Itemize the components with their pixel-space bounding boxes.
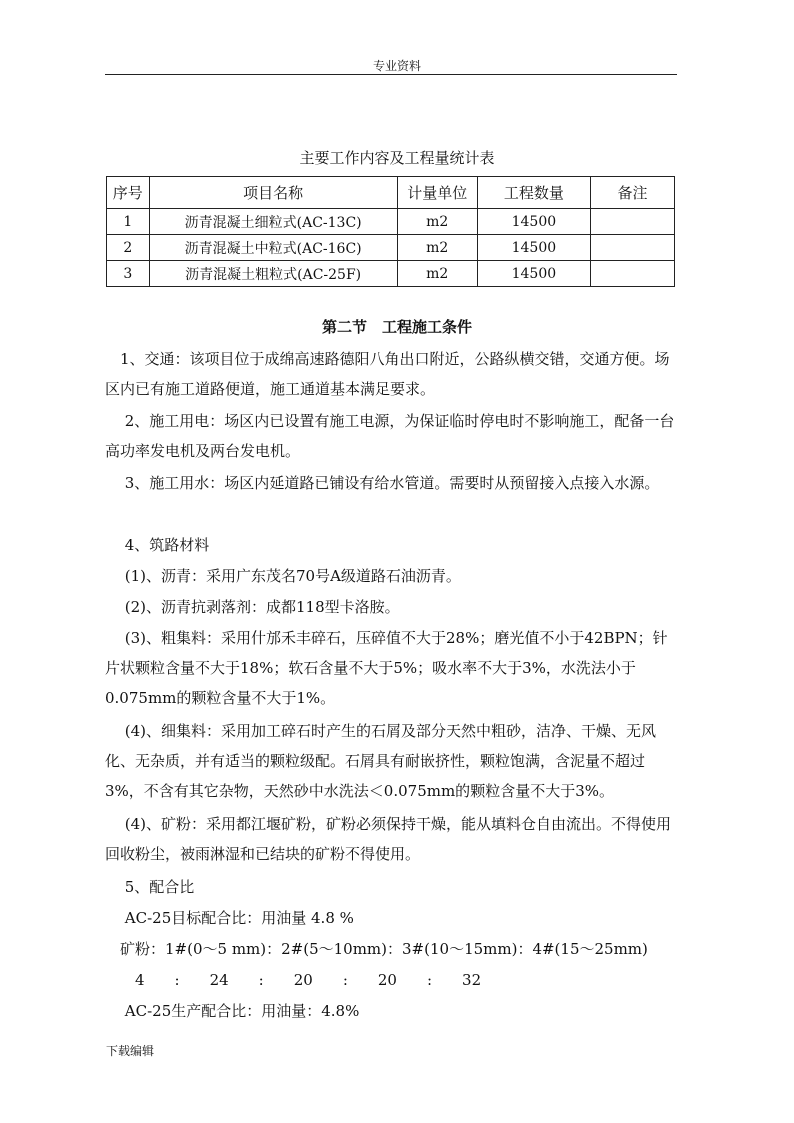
paragraph-power: 2、施工用电：场区内已设置有施工电源，为保证临时停电时不影响施工，配备一台高功率发电机及两台发电机。 (105, 412, 675, 460)
page-header: 专业资料 (372, 59, 421, 73)
paragraph-traffic: 1、交通：该项目位于成绵高速路德阳八角出口附近，公路纵横交错，交通方便。场区内已有施工道路便道，施工通道基本满足要求。 (105, 350, 670, 398)
cell-unit: m2 (397, 261, 477, 287)
cell-qty: 14500 (477, 235, 590, 261)
paragraph-asphalt: (1)、沥青：采用广东茂名70号A级道路石油沥青。 (105, 567, 461, 585)
cell-seq: 2 (107, 235, 150, 261)
header-divider (105, 74, 677, 75)
paragraph-fine-aggregate: (4)、细集料：采用加工碎石时产生的石屑及部分天然中粗砂，洁净、干燥、无风化、无杂质，并有适当的颗粒级配。石屑具有耐嵌挤性，颗粒饱满，含泥量不超过3%，不含有其它杂物，天然砂中水洗法＜0.075mm的颗粒含量不大于3%。 (105, 722, 657, 800)
cell-unit: m2 (397, 209, 477, 235)
page-footer: 下载编辑 (106, 1044, 155, 1058)
paragraph-target-mix: AC-25目标配合比：用油量 4.8 % (105, 909, 354, 927)
paragraph-gradation-ratio: 4 : 24 : 20 : 20 : 32 (105, 971, 482, 989)
quantity-table (106, 176, 675, 287)
cell-note (590, 261, 674, 287)
cell-unit: m2 (397, 235, 477, 261)
paragraph-anti-stripping: (2)、沥青抗剥落剂：成都118型卡洛胺。 (105, 598, 400, 616)
cell-note (590, 235, 674, 261)
header-unit: 计量单位 (397, 177, 477, 209)
cell-name: 沥青混凝土细粒式(AC-13C) (149, 209, 397, 235)
table-title: 主要工作内容及工程量统计表 (299, 149, 495, 167)
paragraph-water: 3、施工用水：场区内延道路已铺设有给水管道。需要时从预留接入点接入水源。 (105, 474, 660, 492)
paragraph-materials-heading: 4、筑路材料 (105, 536, 210, 554)
header-seq: 序号 (107, 177, 150, 209)
header-note: 备注 (590, 177, 674, 209)
cell-seq: 3 (107, 261, 150, 287)
table-header-row (107, 177, 675, 209)
cell-name: 沥青混凝土粗粒式(AC-25F) (149, 261, 397, 287)
header-qty: 工程数量 (477, 177, 590, 209)
cell-note (590, 209, 674, 235)
paragraph-coarse-aggregate: (3)、粗集料：采用什邡禾丰碎石，压碎值不大于28%；磨光值不小于42BPN；针片状颗粒含量不大于18%；软石含量不大于5%；吸水率不大于3%，水洗法小于0.075mm的颗粒含量不大于1%。 (105, 629, 668, 707)
cell-qty: 14500 (477, 261, 590, 287)
paragraph-production-mix: AC-25生产配合比：用油量：4.8% (105, 1002, 360, 1020)
section-title: 第二节 工程施工条件 (321, 318, 472, 336)
table-row (107, 261, 675, 287)
cell-qty: 14500 (477, 209, 590, 235)
cell-name: 沥青混凝土中粒式(AC-16C) (149, 235, 397, 261)
paragraph-mineral-powder: (4)、矿粉：采用都江堰矿粉，矿粉必须保持干燥，能从填料仓自由流出。不得使用回收粉尘，被雨淋湿和已结块的矿粉不得使用。 (105, 815, 672, 863)
paragraph-gradation-labels: 矿粉：1#(0～5 mm)：2#(5～10mm)：3#(10～15mm)：4#(15～25mm) (105, 940, 648, 958)
table-row (107, 235, 675, 261)
paragraph-mix-ratio-heading: 5、配合比 (105, 878, 195, 896)
cell-seq: 1 (107, 209, 150, 235)
header-name: 项目名称 (149, 177, 397, 209)
table-row (107, 209, 675, 235)
